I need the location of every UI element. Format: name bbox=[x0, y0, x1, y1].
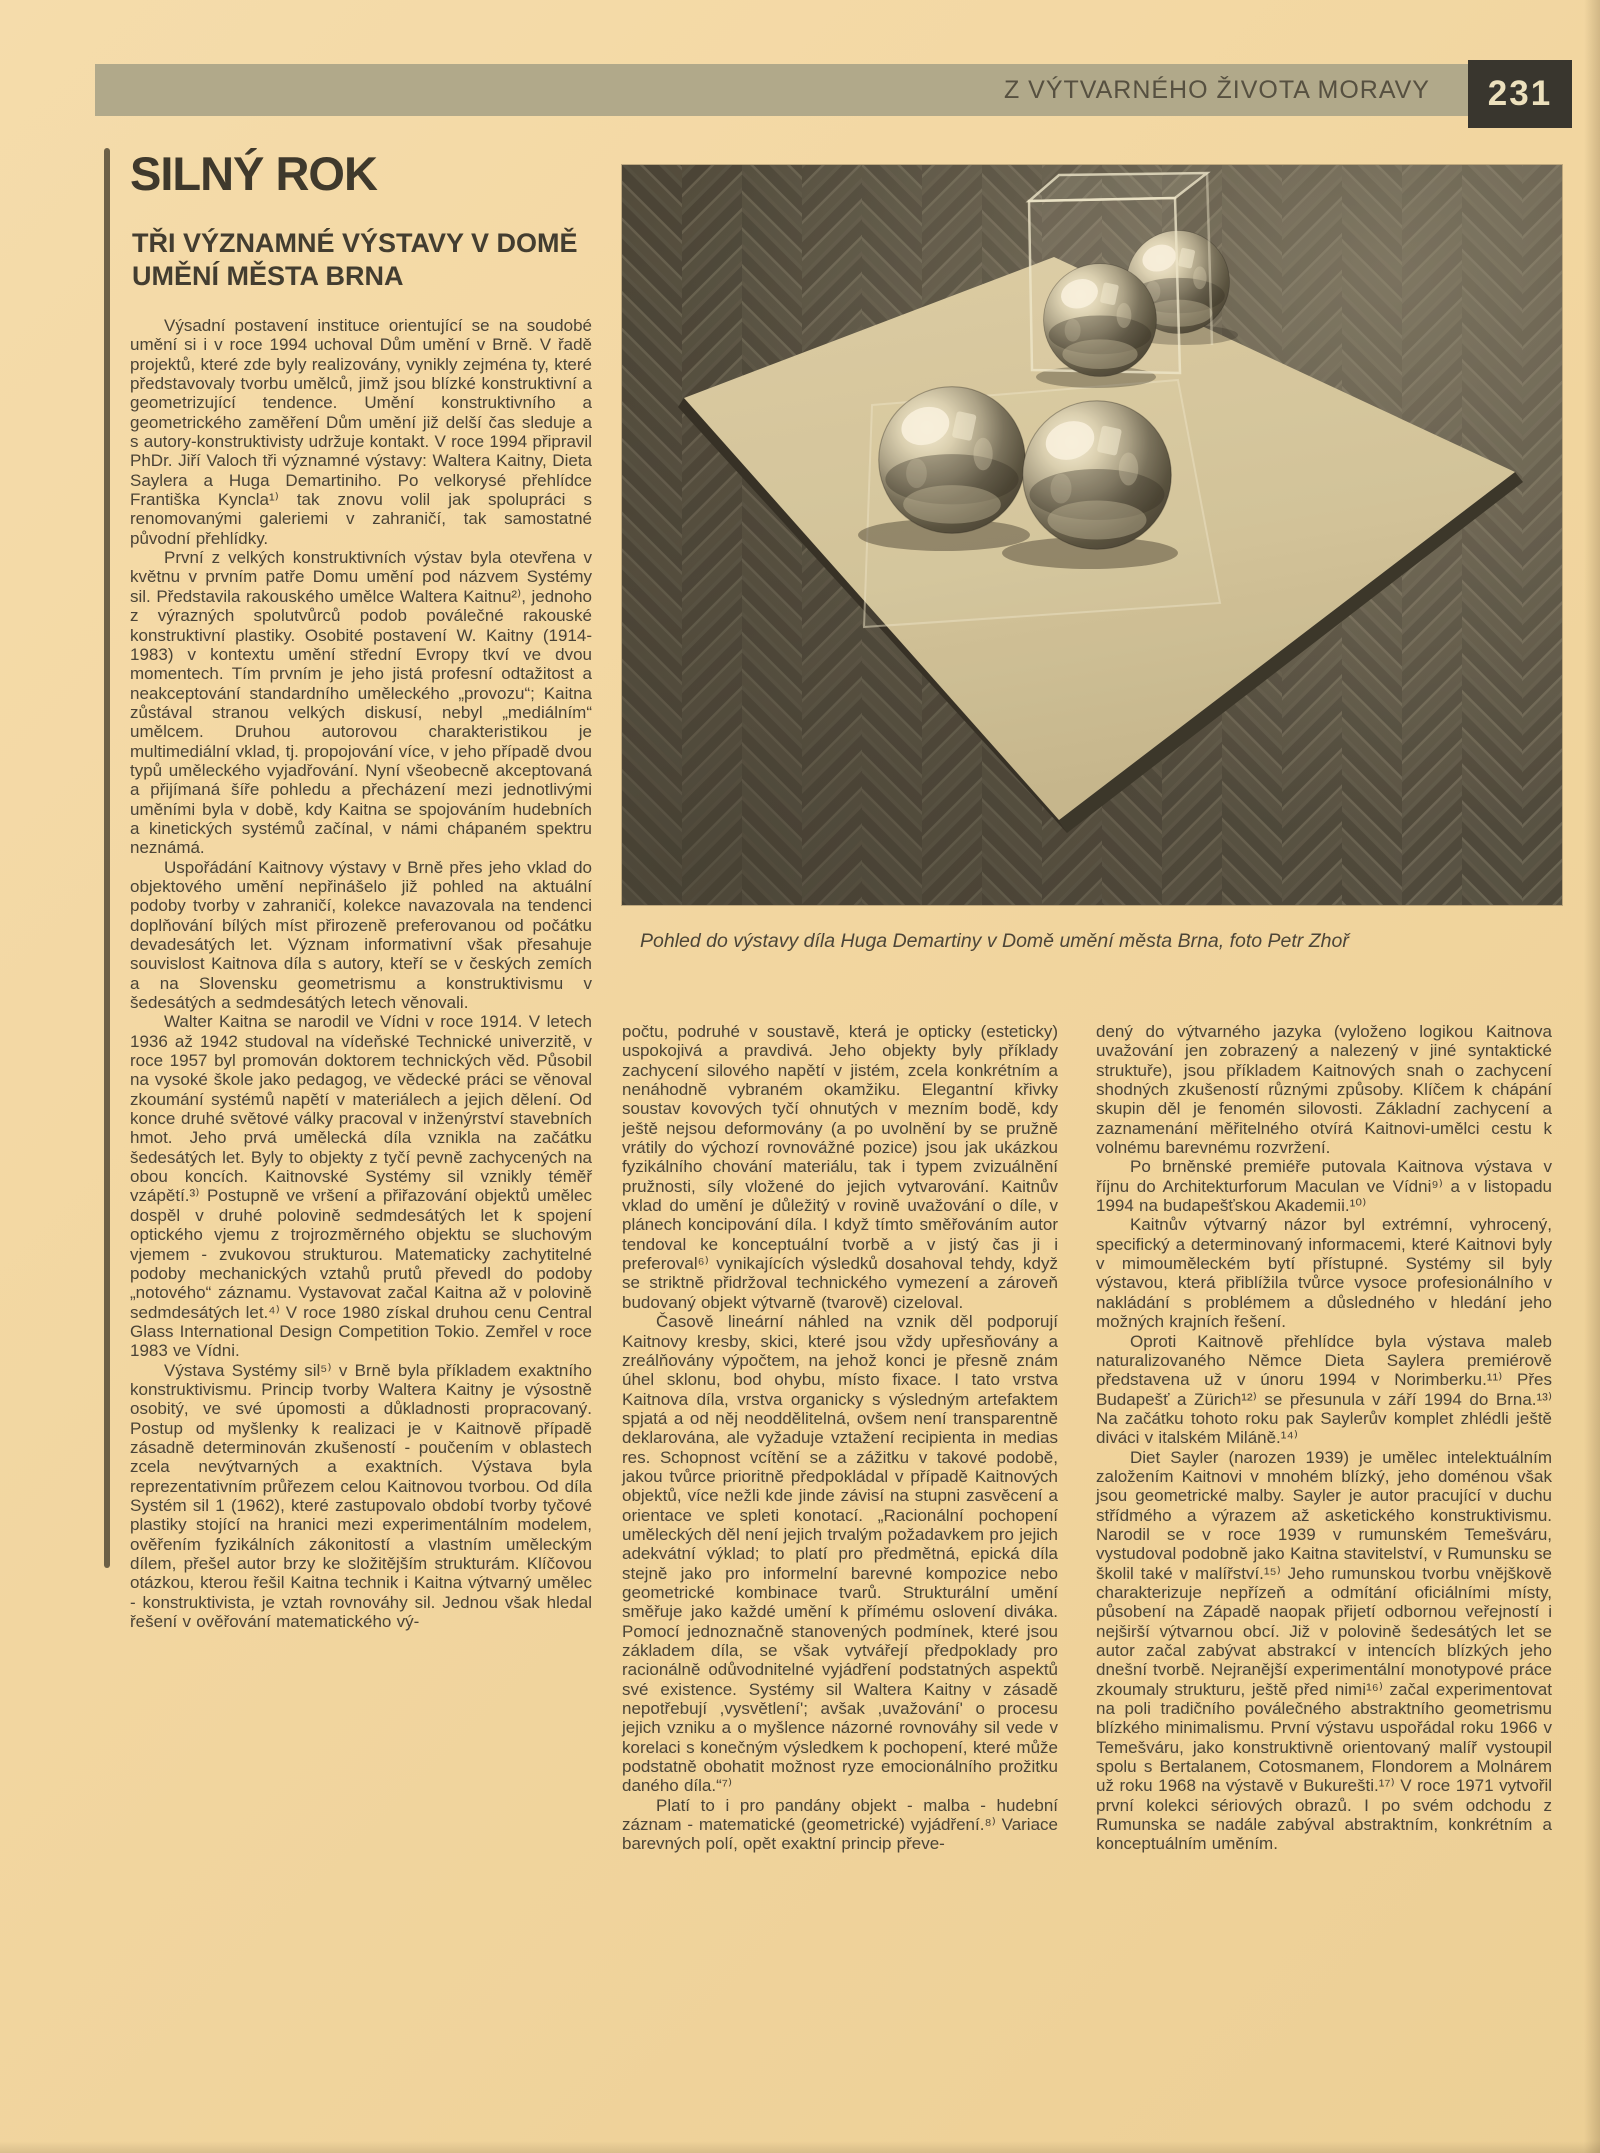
paragraph: Výstava Systémy sil⁵⁾ v Brně byla příkladem exaktního konstruktivismu. Princip tvorby Waltera Kaitny je výsostně osobitý, ve své úpomosti a důkladnosti propracovaný. Postup od myšlenky k realizaci je v Kaitnově případě zásadně determinován zkušeností - poučením v oblastech zcela nevýtvarných a exaktních. Výstava byla reprezentativním průřezem celou Kaitnovou tvorbou. Od díla Systém sil 1 (1962), které zastupovalo období tvorby tyčové plastiky stojící na hranici mezi experimentálním modelem, ověřením fyzikálních zákonitostí a vlastním uměleckým dílem, přešel autor brzy ke složitějším strukturám. Klíčovou otázkou, kterou řešil Kaitna technik i Kaitna výtvarný umělec - konstruktivista, je vztah rovnováhy sil. Jednou však hledal řešení v ověřování matematického vý- bbox=[130, 1360, 592, 1632]
exhibition-photo-image bbox=[622, 165, 1562, 905]
paragraph: Uspořádání Kaitnovy výstavy v Brně přes jeho vklad do objektového umění nepřinášelo již pohled na aktuální podoby tvorby v zahraničí, kolekce navazovala na tendenci doplňování bílých míst přirozeně preferovanou od počátku devadesátých let. Význam informativní však přesahuje souvislost Kaitnova díla s autory, kteří se v českých zemích a na Slovensku geometrismu a konstruktivismu v šedesátých a sedmdesátých letech věnovali. bbox=[130, 857, 592, 1013]
paragraph: Výsadní postavení instituce orientující se na soudobé umění si i v roce 1994 uchoval Dům umění v Brně. V řadě projektů, které zde byly realizovány, vynikly zejména ty, které představovaly tvorbu umělců, jimž jsou blízké konstruktivní a geometrizující tendence. Umění konstruktivního a geometrického zaměření Dům umění již delší čas sleduje a s autory-konstruktivisty udržuje kontakt. V roce 1994 připravil PhDr. Jiří Valoch tři významné výstavy: Waltera Kaitny, Dieta Saylera a Huga Demartiniho. Po velkorysé přehlídce Františka Kyncla¹⁾ tak znovu volil jak spolupráci s renomovanými galeriemi v zahraničí, tak samostatné původní přehlídky. bbox=[130, 316, 592, 548]
scan-bottom-shadow bbox=[0, 2141, 1600, 2153]
paragraph: počtu, podruhé v soustavě, která je opticky (esteticky) uspokojivá a pravdivá. Jeho objekty byly příklady zachycení silového napětí v jistém, zcela konkrétním a nenáhodně vybraném okamžiku. Elegantní křivky soustav kovových tyčí ohnutých v mezním bodě, kdy ještě nejsou deformovány (a po uvolnění by se pružně vrátily do výchozí rovnovážné pozice) jsou jak ukázkou fyzikálního chování materiálu, tak i typem zvizuálnění pružnosti, síly vložené do jejich vytvarování. Kaitnův vklad do umění je důležitý v rovině uvažování o díle, v plánech koncipování díla. I když tímto směřováním autor tendoval ke konceptuální tvorbě a v jistý čas ji i preferoval⁶⁾ vynikajících výsledků dosahoval tehdy, když se striktně přidržoval technického vymezení a zároveň budovaný objekt výtvarně (tvarově) cizeloval. bbox=[622, 1022, 1058, 1312]
scan-right-shadow bbox=[1584, 0, 1600, 2153]
exhibition-photo bbox=[622, 165, 1562, 905]
scan-edge-artifact bbox=[104, 148, 110, 1568]
subtitle-line-2: UMĚNÍ MĚSTA BRNA bbox=[132, 261, 404, 291]
article-title: SILNÝ ROK bbox=[130, 147, 377, 200]
paragraph: Diet Sayler (narozen 1939) je umělec intelektuálním založením Kaitnovi v mnohém blízký, jeho doménou však jsou geometrické malby. Sayler je autor pracující v duchu střídmého a výrazem až asketického konstruktivismu. Narodil se v roce 1939 v rumunském Temešváru, vystudoval podobně jako Kaitna stavitelství, v Rumunsku se školil také v malířství.¹⁵⁾ Jeho rumunskou tvorbu vnějškově charakterizuje nepřízeň a odmítání oficiálními místy, působení na Západě naopak přijetí odbornou veřejností i nejširší výtvarnou obcí. Již v polovině šedesátých let se autor začal zabývat abstrakcí v intencích blízkých jeho dnešní tvorbě. Nejranější experimentální monotypové práce zkoumaly strukturu, ještě před nimi¹⁶⁾ začal experimentovat na poli tradičního poválečného abstraktního geometrismu blízkého minimalismu. První výstavu uspořádal roku 1966 v Temešváru, jako konstruktivně orientovaný malíř vystoupil spolu s Bertalanem, Cotosmanem, Flondorem a Molnárem už roku 1968 na výstavě v Bukurešti.¹⁷⁾ V roce 1971 vytvořil první kolekci sériových obrazů. I po svém odchodu z Rumunska se nadále zabýval abstraktním, konkrétním a konceptuálním uměním. bbox=[1096, 1447, 1552, 1854]
paragraph: dený do výtvarného jazyka (vyloženo logikou Kaitnova uvažování jen zobrazený a nalezený v jiné syntaktické struktuře), jsou příkladem Kaitnových snah o zachycení shodných zkušeností různými způsoby. Klíčem k chápání skupin děl je fenomén silovosti. Základní zachycení a zaznamenání měřitelného otvírá Kaitnovi-umělci cestu k volnému barevnému rozvržení. bbox=[1096, 1022, 1552, 1158]
paragraph: Platí to i pro pandány objekt - malba - hudební záznam - matematické (geometrické) vyjádření.⁸⁾ Variace barevných polí, opět exaktní princip převe- bbox=[622, 1795, 1058, 1854]
subtitle-line-1: TŘI VÝZNAMNÉ VÝSTAVY V DOMĚ bbox=[132, 228, 578, 258]
paragraph: Po brněnské premiéře putovala Kaitnova výstava v říjnu do Architekturforum Maculan ve Vídni⁹⁾ a v listopadu 1994 na budapešťskou Akademii.¹⁰⁾ bbox=[1096, 1157, 1552, 1216]
sepia-overlay bbox=[622, 165, 1562, 905]
paragraph: První z velkých konstruktivních výstav byla otevřena v květnu v prvním patře Domu umění pod názvem Systémy sil. Představila rakouského umělce Waltera Kaitnu²⁾, jednoho z výrazných spolutvůrců podob poválečné rakouské konstruktivní plastiky. Osobité postavení W. Kaitny (1914-1983) v kontextu umění střední Evropy tkví ve dvou momentech. Tím prvním je jeho jistá profesní odtažitost a neakceptování standardního uměleckého „provozu“; Kaitna zůstával stranou velkých diskusí, nebyl „mediálním“ umělcem. Druhou autorovou charakteristikou je multimediální vklad, tj. propojování více, v jeho případě dvou typů uměleckého vyjadřování. Nyní všeobecně akceptovaná a přijímaná šíře pohledu a přecházení mezi jednotlivými uměními byla v době, kdy Kaitna se spojováním hudebních a kinetických systémů začínal, v námi chápaném spektru neznámá. bbox=[130, 548, 592, 858]
page-number-badge bbox=[1468, 60, 1572, 128]
paragraph: Časově lineární náhled na vznik děl podporují Kaitnovy kresby, skici, které jsou vždy upřesňovány a zreálňovány výpočtem, na jehož konci je přesně znám úhel sklonu, bod ohybu, místo fixace. I tato vrstva Kaitnova díla, vrstva organicky s výsledným artefaktem spjatá a od něj neoddělitelná, ovšem není transparentně deklarována, ale vyžaduje vztažení recipienta in medias res. Schopnost vcítění se a zážitku v takové podobě, jakou tvůrce prioritně předpokládal v případě Kaitnových objektů, více nežli kde jinde závisí na stupni zasvěcení a orientace ve spleti konotací. „Racionální pochopení uměleckých děl není jejich trvalým požadavkem pro jejich adekvátní výklad; to platí pro předmětná, epická díla stejně jako pro informelní barevné kompozice nebo geometrické kombinace tvarů. Strukturální umění směřuje jako každé umění k přímému oslovení diváka. Pomocí jednoznačně stanovených podmínek, které jsou základem díla, se však vytvářejí předpoklady pro racionálně odůvodnitelné vyjádření podstatných aspektů své existence. Systémy sil Waltera Kaitny v zásadě nepotřebují ,vysvětlení'; avšak ,uvažování' o procesu jejich vzniku a o myšlence názorné rovnováhy sil vede v korelaci s konečným výsledkem k pochopení, které může podstatně obohatit možnost ryze emocionálního prožitku daného díla.“⁷⁾ bbox=[622, 1312, 1058, 1796]
article-subtitle bbox=[132, 227, 652, 293]
text-column-middle bbox=[622, 1022, 1058, 1854]
section-label: Z VÝTVARNÉHO ŽIVOTA MORAVY bbox=[1003, 75, 1430, 104]
paragraph: Walter Kaitna se narodil ve Vídni v roce 1914. V letech 1936 až 1942 studoval na vídeňské Technické univerzitě, v roce 1957 byl promován doktorem technických věd. Působil na vysoké škole jako pedagog, ve vědecké práci se věnoval zkoumání systémů napětí v materiálech a jejich dělení. Od konce druhé světové války pracoval v inženýrství stavebních hmot. Jeho prvá umělecká díla vznikla na začátku šedesátých let. Byly to objekty z tyčí pevně zachycených na obou koncích. Kaitnovské Systémy sil vznikly téměř vzápětí.³⁾ Postupně ve vršení a přiřazování objektů umělec dospěl v druhé polovině sedmdesátých let k spojení optického vjemu z trojrozměrného objektu se sluchovým vjemem - zvukovou strukturou. Matematicky zachytitelné podoby mechanických vztahů prutů převedl do podoby „notového“ záznamu. Vystavovat začal Kaitna až v polovině sedmdesátých let.⁴⁾ V roce 1980 získal druhou cenu Central Glass International Design Competition Tokio. Zemřel v roce 1983 ve Vídni. bbox=[130, 1012, 592, 1361]
section-header-band bbox=[95, 64, 1468, 116]
photo-caption: Pohled do výstavy díla Huga Demartiny v Domě umění města Brna, foto Petr Zhoř bbox=[640, 930, 1349, 952]
paragraph: Kaitnův výtvarný názor byl extrémní, vyhrocený, specifický a determinovaný informacemi, které Kaitnovi byly v mimouměleckém bytí přístupné. Systémy sil byly výstavou, která přiblížila tvůrce vysoce profesionálního v nakládání s problémem a důsledného v hledání jeho možných krajních řešení. bbox=[1096, 1215, 1552, 1332]
text-column-left bbox=[130, 316, 592, 1631]
paragraph: Oproti Kaitnově přehlídce byla výstava maleb naturalizovaného Němce Dieta Saylera premiérově představena už v únoru 1994 v Norimberku.¹¹⁾ Přes Budapešť a Zürich¹²⁾ se přesunula v září 1994 do Brna.¹³⁾ Na začátku tohoto roku pak Saylerův komplet zhlédli ještě diváci v italském Miláně.¹⁴⁾ bbox=[1096, 1331, 1552, 1448]
page-number: 231 bbox=[1487, 74, 1553, 113]
text-column-right bbox=[1096, 1022, 1552, 1854]
